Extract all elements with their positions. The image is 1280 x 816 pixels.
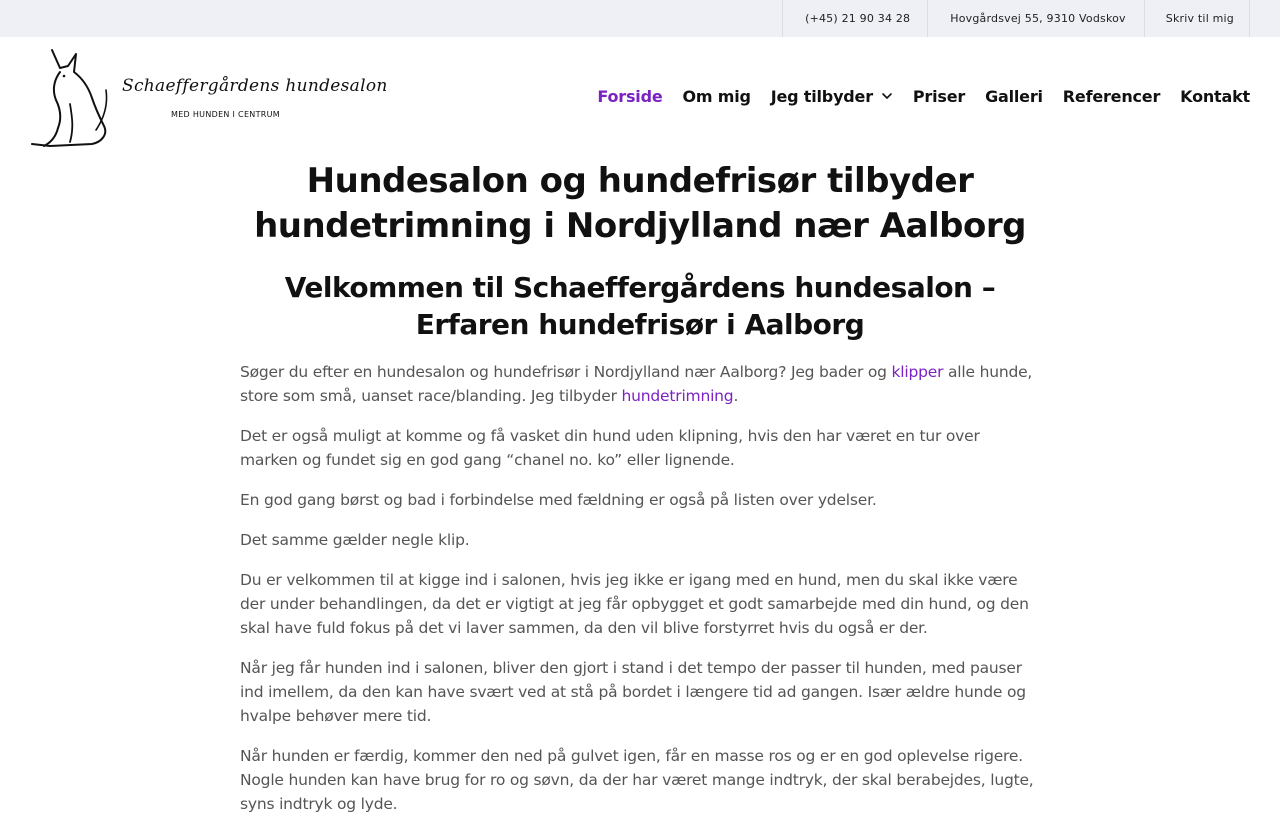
nav-item-jeg-tilbyder-label: Jeg tilbyder	[770, 86, 873, 106]
nav-item-jeg-tilbyder[interactable]	[771, 87, 893, 106]
chevron-down-icon	[881, 90, 893, 102]
write-to-me-link[interactable]: Skriv til mig	[1144, 0, 1250, 37]
nav-item-referencer[interactable]: Referencer	[1062, 86, 1161, 106]
nail-clip-paragraph: Det samme gælder negle klip.	[240, 531, 470, 549]
wash-paragraph: Det er også muligt at komme og få vasket din hund uden klipning, hvis den har været en tur over marken og fundet sig en god gang “chanel no. ko” eller lignende.	[240, 427, 980, 469]
logo-title: Schaeffergårdens hundesalon	[122, 76, 388, 96]
hundetrimning-link[interactable]: hundetrimning	[621, 387, 734, 405]
nav-item-kontakt[interactable]: Kontakt	[1180, 86, 1250, 106]
phone-link[interactable]: (+45) 21 90 34 28	[782, 0, 927, 37]
tempo-paragraph: Når jeg får hunden ind i salonen, bliver den gjort i stand i det tempo der passer til hunden, med pauser ind imellem, da den kan have svært ved at stå på bordet i længere tid ad gangen. Især ældre hunde og hvalpe behøver mere tid.	[240, 659, 1026, 725]
nav-item-priser[interactable]: Priser	[912, 86, 966, 106]
intro-text-end: .	[733, 387, 739, 405]
main-navigation	[577, 84, 1250, 108]
site-logo[interactable]	[30, 46, 388, 150]
shedding-paragraph: En god gang børst og bad i forbindelse med fældning er også på listen over ydelser.	[240, 491, 877, 509]
page-title: Hundesalon og hundefrisør tilbyder hundetrimning i Nordjylland nær Aalborg	[254, 161, 1026, 246]
intro-text-middle: alle hunde, store som små, uanset race/blanding. Jeg tilbyder	[240, 363, 1033, 405]
main-content	[240, 156, 1040, 816]
nav-item-forside[interactable]: Forside	[597, 86, 663, 106]
dog-silhouette-icon	[30, 46, 120, 150]
top-bar	[0, 0, 1280, 37]
address-link[interactable]: Hovgårdsvej 55, 9310 Vodskov	[927, 0, 1144, 37]
klipper-link[interactable]: klipper	[891, 363, 944, 381]
nav-item-galleri[interactable]: Galleri	[985, 86, 1043, 106]
logo-subtitle: MED HUNDEN I CENTRUM	[171, 110, 280, 119]
intro-paragraph	[240, 360, 1040, 408]
intro-text-start: Søger du efter en hundesalon og hundefrisør i Nordjylland nær Aalborg? Jeg bader og	[240, 363, 892, 381]
visit-salon-paragraph: Du er velkommen til at kigge ind i salonen, hvis jeg ikke er igang med en hund, men du skal ikke være der under behandlingen, da det er vigtigt at jeg får opbygget et godt samarbejde med din hund, og den skal have fuld fokus på det vi laver sammen, da den vil blive forstyrret hvis du også er der.	[240, 571, 1029, 637]
welcome-heading: Velkommen til Schaeffergårdens hundesalon – Erfaren hundefrisør i Aalborg	[284, 271, 996, 341]
finished-paragraph: Når hunden er færdig, kommer den ned på gulvet igen, får en masse ros og er en god oplevelse rigere. Nogle hunden kan have brug for ro og søvn, da der har været mange indtryk, der skal berabejdes, lugte, syns indtryk og lyde.	[240, 747, 1034, 813]
nav-item-om-mig[interactable]: Om mig	[682, 86, 751, 106]
top-bar-contact-list	[782, 0, 1250, 37]
